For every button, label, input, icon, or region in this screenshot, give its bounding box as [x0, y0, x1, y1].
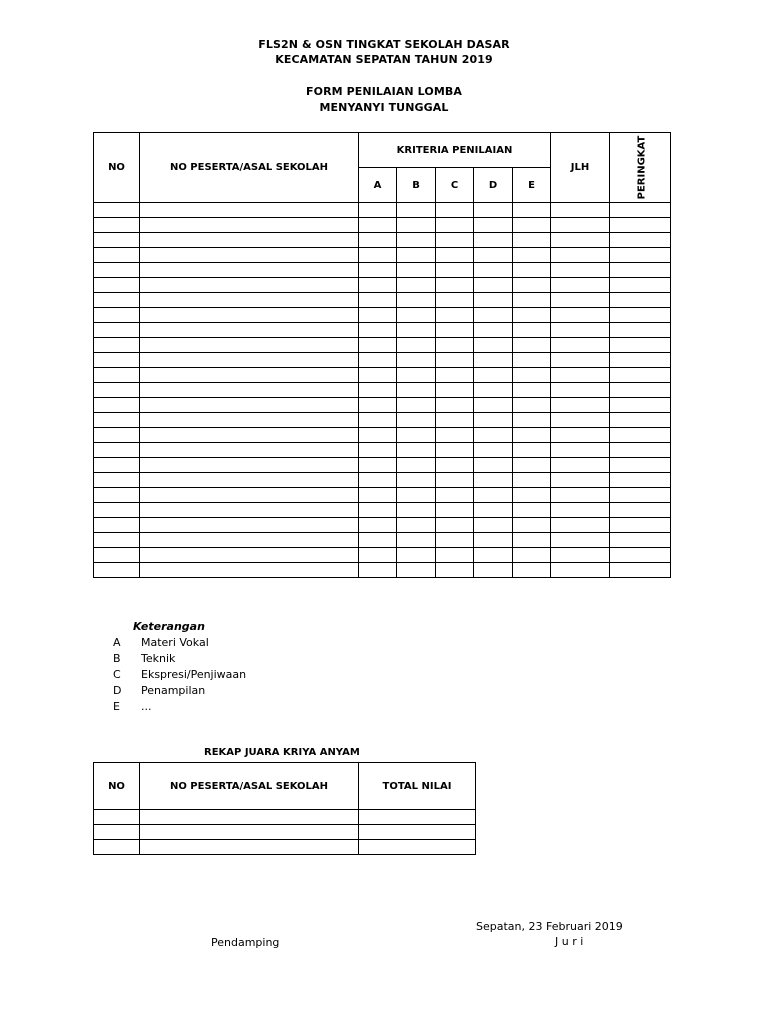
table-cell — [513, 473, 551, 488]
keterangan-title: Keterangan — [133, 620, 205, 633]
table-cell — [436, 503, 474, 518]
table-cell — [513, 323, 551, 338]
criteria-a: A — [359, 168, 397, 203]
header-line-1: FLS2N & OSN TINGKAT SEKOLAH DASAR — [258, 38, 510, 51]
table-cell — [551, 203, 610, 218]
table-cell — [610, 233, 671, 248]
table-cell — [397, 503, 436, 518]
table-cell — [610, 443, 671, 458]
rekap-cell — [359, 825, 476, 840]
table-cell — [94, 413, 140, 428]
table-cell — [436, 473, 474, 488]
table-row — [94, 443, 671, 458]
table-cell — [513, 563, 551, 578]
table-row — [94, 218, 671, 233]
table-cell — [551, 473, 610, 488]
table-row — [94, 293, 671, 308]
table-cell — [359, 458, 397, 473]
table-cell — [140, 248, 359, 263]
table-cell — [140, 518, 359, 533]
table-cell — [436, 458, 474, 473]
rekap-table — [93, 762, 476, 855]
table-cell — [140, 263, 359, 278]
table-cell — [397, 458, 436, 473]
table-row — [94, 323, 671, 338]
table-cell — [397, 353, 436, 368]
table-cell — [359, 518, 397, 533]
table-cell — [436, 383, 474, 398]
table-cell — [436, 548, 474, 563]
col-header-kriteria: KRITERIA PENILAIAN — [359, 133, 551, 168]
table-cell — [397, 263, 436, 278]
table-cell — [551, 218, 610, 233]
table-cell — [359, 308, 397, 323]
table-cell — [551, 518, 610, 533]
table-cell — [474, 248, 513, 263]
table-cell — [359, 548, 397, 563]
rekap-col-total: TOTAL NILAI — [359, 763, 476, 810]
table-cell — [513, 458, 551, 473]
legend-text-b: Teknik — [141, 652, 176, 665]
table-cell — [140, 428, 359, 443]
table-cell — [474, 293, 513, 308]
table-cell — [610, 548, 671, 563]
table-cell — [513, 218, 551, 233]
table-cell — [140, 533, 359, 548]
form-title: FORM PENILAIAN LOMBA — [306, 85, 462, 98]
header-line-2: KECAMATAN SEPATAN TAHUN 2019 — [275, 53, 493, 66]
table-cell — [610, 203, 671, 218]
table-cell — [551, 548, 610, 563]
table-cell — [140, 398, 359, 413]
table-cell — [140, 218, 359, 233]
table-cell — [397, 233, 436, 248]
table-cell — [436, 368, 474, 383]
col-header-no: NO — [94, 133, 140, 203]
rekap-col-no: NO — [94, 763, 140, 810]
rekap-title: REKAP JUARA KRIYA ANYAM — [204, 747, 360, 758]
table-cell — [551, 428, 610, 443]
table-cell — [94, 488, 140, 503]
table-row — [94, 503, 671, 518]
table-cell — [397, 218, 436, 233]
table-cell — [551, 368, 610, 383]
table-cell — [359, 368, 397, 383]
table-cell — [436, 533, 474, 548]
table-cell — [359, 383, 397, 398]
rekap-cell — [140, 840, 359, 855]
table-cell — [551, 563, 610, 578]
table-cell — [551, 413, 610, 428]
table-cell — [474, 548, 513, 563]
table-cell — [94, 383, 140, 398]
table-cell — [513, 428, 551, 443]
table-cell — [474, 458, 513, 473]
rekap-row — [94, 825, 476, 840]
legend-text-e: ... — [141, 700, 152, 713]
table-cell — [397, 548, 436, 563]
table-cell — [436, 518, 474, 533]
rekap-cell — [140, 825, 359, 840]
table-cell — [474, 428, 513, 443]
table-cell — [513, 263, 551, 278]
table-cell — [94, 503, 140, 518]
table-cell — [359, 353, 397, 368]
table-row — [94, 458, 671, 473]
table-cell — [140, 548, 359, 563]
table-cell — [551, 458, 610, 473]
table-cell — [551, 503, 610, 518]
table-row — [94, 563, 671, 578]
table-cell — [610, 368, 671, 383]
table-row — [94, 248, 671, 263]
table-cell — [513, 518, 551, 533]
table-cell — [140, 278, 359, 293]
legend-letter-a: A — [113, 636, 121, 649]
legend-text-c: Ekspresi/Penjiwaan — [141, 668, 247, 681]
table-cell — [94, 443, 140, 458]
criteria-e: E — [513, 168, 551, 203]
table-cell — [610, 458, 671, 473]
table-cell — [551, 323, 610, 338]
juri-label: J u r i — [555, 935, 584, 948]
table-cell — [359, 233, 397, 248]
table-cell — [551, 248, 610, 263]
table-cell — [94, 428, 140, 443]
table-cell — [140, 353, 359, 368]
table-cell — [140, 293, 359, 308]
col-header-peringkat-cell — [610, 133, 671, 203]
rekap-cell — [140, 810, 359, 825]
table-cell — [551, 353, 610, 368]
table-cell — [436, 563, 474, 578]
table-cell — [610, 398, 671, 413]
criteria-c: C — [436, 168, 474, 203]
table-cell — [610, 503, 671, 518]
table-cell — [610, 473, 671, 488]
table-cell — [359, 338, 397, 353]
assessment-table — [93, 132, 671, 578]
table-cell — [474, 563, 513, 578]
table-cell — [513, 353, 551, 368]
table-cell — [397, 413, 436, 428]
table-cell — [436, 353, 474, 368]
table-cell — [140, 458, 359, 473]
rekap-row — [94, 840, 476, 855]
table-cell — [551, 233, 610, 248]
table-cell — [397, 428, 436, 443]
table-cell — [359, 278, 397, 293]
table-cell — [140, 503, 359, 518]
table-cell — [610, 383, 671, 398]
table-cell — [436, 488, 474, 503]
table-cell — [551, 308, 610, 323]
table-cell — [513, 233, 551, 248]
table-cell — [94, 203, 140, 218]
table-cell — [397, 563, 436, 578]
table-cell — [474, 233, 513, 248]
table-cell — [551, 488, 610, 503]
table-cell — [359, 293, 397, 308]
table-cell — [551, 263, 610, 278]
table-cell — [474, 413, 513, 428]
form-subtitle: MENYANYI TUNGGAL — [319, 101, 449, 114]
table-cell — [474, 263, 513, 278]
col-header-peserta: NO PESERTA/ASAL SEKOLAH — [140, 133, 359, 203]
table-cell — [474, 488, 513, 503]
table-cell — [610, 308, 671, 323]
table-cell — [436, 428, 474, 443]
table-cell — [359, 443, 397, 458]
table-cell — [513, 398, 551, 413]
table-cell — [94, 563, 140, 578]
table-cell — [359, 413, 397, 428]
table-cell — [94, 338, 140, 353]
table-cell — [610, 353, 671, 368]
table-cell — [397, 383, 436, 398]
table-cell — [140, 233, 359, 248]
table-cell — [140, 488, 359, 503]
table-cell — [610, 488, 671, 503]
table-cell — [436, 323, 474, 338]
table-cell — [359, 563, 397, 578]
table-cell — [474, 473, 513, 488]
table-cell — [397, 368, 436, 383]
table-cell — [140, 368, 359, 383]
table-cell — [513, 338, 551, 353]
table-cell — [397, 443, 436, 458]
table-row — [94, 428, 671, 443]
table-cell — [397, 518, 436, 533]
table-cell — [436, 248, 474, 263]
table-row — [94, 278, 671, 293]
table-cell — [474, 398, 513, 413]
table-cell — [94, 308, 140, 323]
rekap-cell — [94, 825, 140, 840]
table-cell — [359, 323, 397, 338]
table-cell — [397, 533, 436, 548]
table-cell — [436, 218, 474, 233]
table-cell — [551, 398, 610, 413]
table-cell — [94, 398, 140, 413]
table-cell — [397, 308, 436, 323]
table-cell — [359, 203, 397, 218]
table-cell — [513, 278, 551, 293]
place-date: Sepatan, 23 Februari 2019 — [476, 920, 623, 933]
table-cell — [397, 293, 436, 308]
legend-letter-c: C — [113, 668, 121, 681]
table-cell — [474, 533, 513, 548]
table-row — [94, 398, 671, 413]
table-cell — [474, 518, 513, 533]
table-row — [94, 308, 671, 323]
pendamping-label: Pendamping — [211, 936, 280, 949]
table-cell — [610, 533, 671, 548]
table-cell — [436, 278, 474, 293]
table-cell — [474, 443, 513, 458]
rekap-cell — [359, 840, 476, 855]
table-cell — [436, 443, 474, 458]
table-cell — [94, 248, 140, 263]
table-cell — [474, 218, 513, 233]
table-cell — [610, 323, 671, 338]
table-cell — [140, 338, 359, 353]
table-cell — [359, 473, 397, 488]
table-cell — [513, 383, 551, 398]
table-cell — [474, 278, 513, 293]
table-cell — [474, 323, 513, 338]
table-cell — [94, 233, 140, 248]
table-row — [94, 203, 671, 218]
table-row — [94, 233, 671, 248]
table-cell — [551, 293, 610, 308]
table-cell — [436, 233, 474, 248]
table-cell — [94, 278, 140, 293]
table-cell — [513, 548, 551, 563]
table-cell — [140, 383, 359, 398]
table-cell — [94, 473, 140, 488]
table-cell — [359, 218, 397, 233]
rekap-cell — [94, 840, 140, 855]
table-cell — [474, 353, 513, 368]
table-row — [94, 353, 671, 368]
table-cell — [610, 248, 671, 263]
table-cell — [610, 428, 671, 443]
col-header-peringkat: PERINGKAT — [636, 135, 648, 200]
table-cell — [513, 503, 551, 518]
table-cell — [94, 548, 140, 563]
table-cell — [610, 278, 671, 293]
table-cell — [94, 293, 140, 308]
table-cell — [513, 443, 551, 458]
table-cell — [359, 263, 397, 278]
table-cell — [610, 293, 671, 308]
table-cell — [359, 533, 397, 548]
table-cell — [397, 248, 436, 263]
table-cell — [94, 368, 140, 383]
table-cell — [474, 368, 513, 383]
table-cell — [140, 473, 359, 488]
table-row — [94, 338, 671, 353]
table-cell — [610, 563, 671, 578]
table-cell — [359, 488, 397, 503]
table-cell — [513, 533, 551, 548]
criteria-d: D — [474, 168, 513, 203]
legend-text-d: Penampilan — [141, 684, 206, 697]
table-cell — [551, 443, 610, 458]
table-row — [94, 518, 671, 533]
table-cell — [94, 518, 140, 533]
table-cell — [436, 338, 474, 353]
table-cell — [94, 263, 140, 278]
table-cell — [513, 308, 551, 323]
table-cell — [397, 488, 436, 503]
legend-text-a: Materi Vokal — [141, 636, 209, 649]
table-cell — [551, 533, 610, 548]
table-cell — [140, 563, 359, 578]
table-cell — [397, 278, 436, 293]
table-cell — [94, 458, 140, 473]
table-cell — [140, 413, 359, 428]
table-cell — [474, 503, 513, 518]
table-cell — [359, 428, 397, 443]
table-cell — [436, 413, 474, 428]
rekap-cell — [94, 810, 140, 825]
table-cell — [513, 293, 551, 308]
col-header-jlh: JLH — [551, 133, 610, 203]
table-cell — [397, 203, 436, 218]
table-cell — [359, 248, 397, 263]
table-cell — [513, 488, 551, 503]
table-cell — [140, 203, 359, 218]
legend-letter-b: B — [113, 652, 121, 665]
legend-letter-e: E — [113, 700, 120, 713]
table-row — [94, 548, 671, 563]
rekap-cell — [359, 810, 476, 825]
table-cell — [513, 203, 551, 218]
table-cell — [436, 308, 474, 323]
table-cell — [610, 518, 671, 533]
table-cell — [436, 293, 474, 308]
table-cell — [436, 398, 474, 413]
table-row — [94, 473, 671, 488]
table-cell — [94, 353, 140, 368]
table-cell — [513, 368, 551, 383]
legend-letter-d: D — [113, 684, 122, 697]
table-row — [94, 488, 671, 503]
table-cell — [436, 263, 474, 278]
table-cell — [140, 308, 359, 323]
table-cell — [610, 218, 671, 233]
table-cell — [94, 218, 140, 233]
table-cell — [397, 323, 436, 338]
table-cell — [397, 398, 436, 413]
table-cell — [551, 338, 610, 353]
table-cell — [610, 413, 671, 428]
criteria-b: B — [397, 168, 436, 203]
table-cell — [140, 323, 359, 338]
table-cell — [474, 308, 513, 323]
table-cell — [551, 278, 610, 293]
table-cell — [359, 398, 397, 413]
table-cell — [94, 323, 140, 338]
table-cell — [359, 503, 397, 518]
table-cell — [140, 443, 359, 458]
table-cell — [513, 413, 551, 428]
table-row — [94, 413, 671, 428]
table-cell — [474, 338, 513, 353]
table-cell — [397, 338, 436, 353]
rekap-col-peserta: NO PESERTA/ASAL SEKOLAH — [140, 763, 359, 810]
rekap-row — [94, 810, 476, 825]
table-cell — [610, 338, 671, 353]
table-cell — [94, 533, 140, 548]
table-cell — [474, 203, 513, 218]
table-cell — [397, 473, 436, 488]
table-cell — [436, 203, 474, 218]
table-cell — [551, 383, 610, 398]
table-cell — [513, 248, 551, 263]
table-row — [94, 368, 671, 383]
table-cell — [474, 383, 513, 398]
table-row — [94, 383, 671, 398]
table-cell — [610, 263, 671, 278]
table-row — [94, 533, 671, 548]
table-row — [94, 263, 671, 278]
